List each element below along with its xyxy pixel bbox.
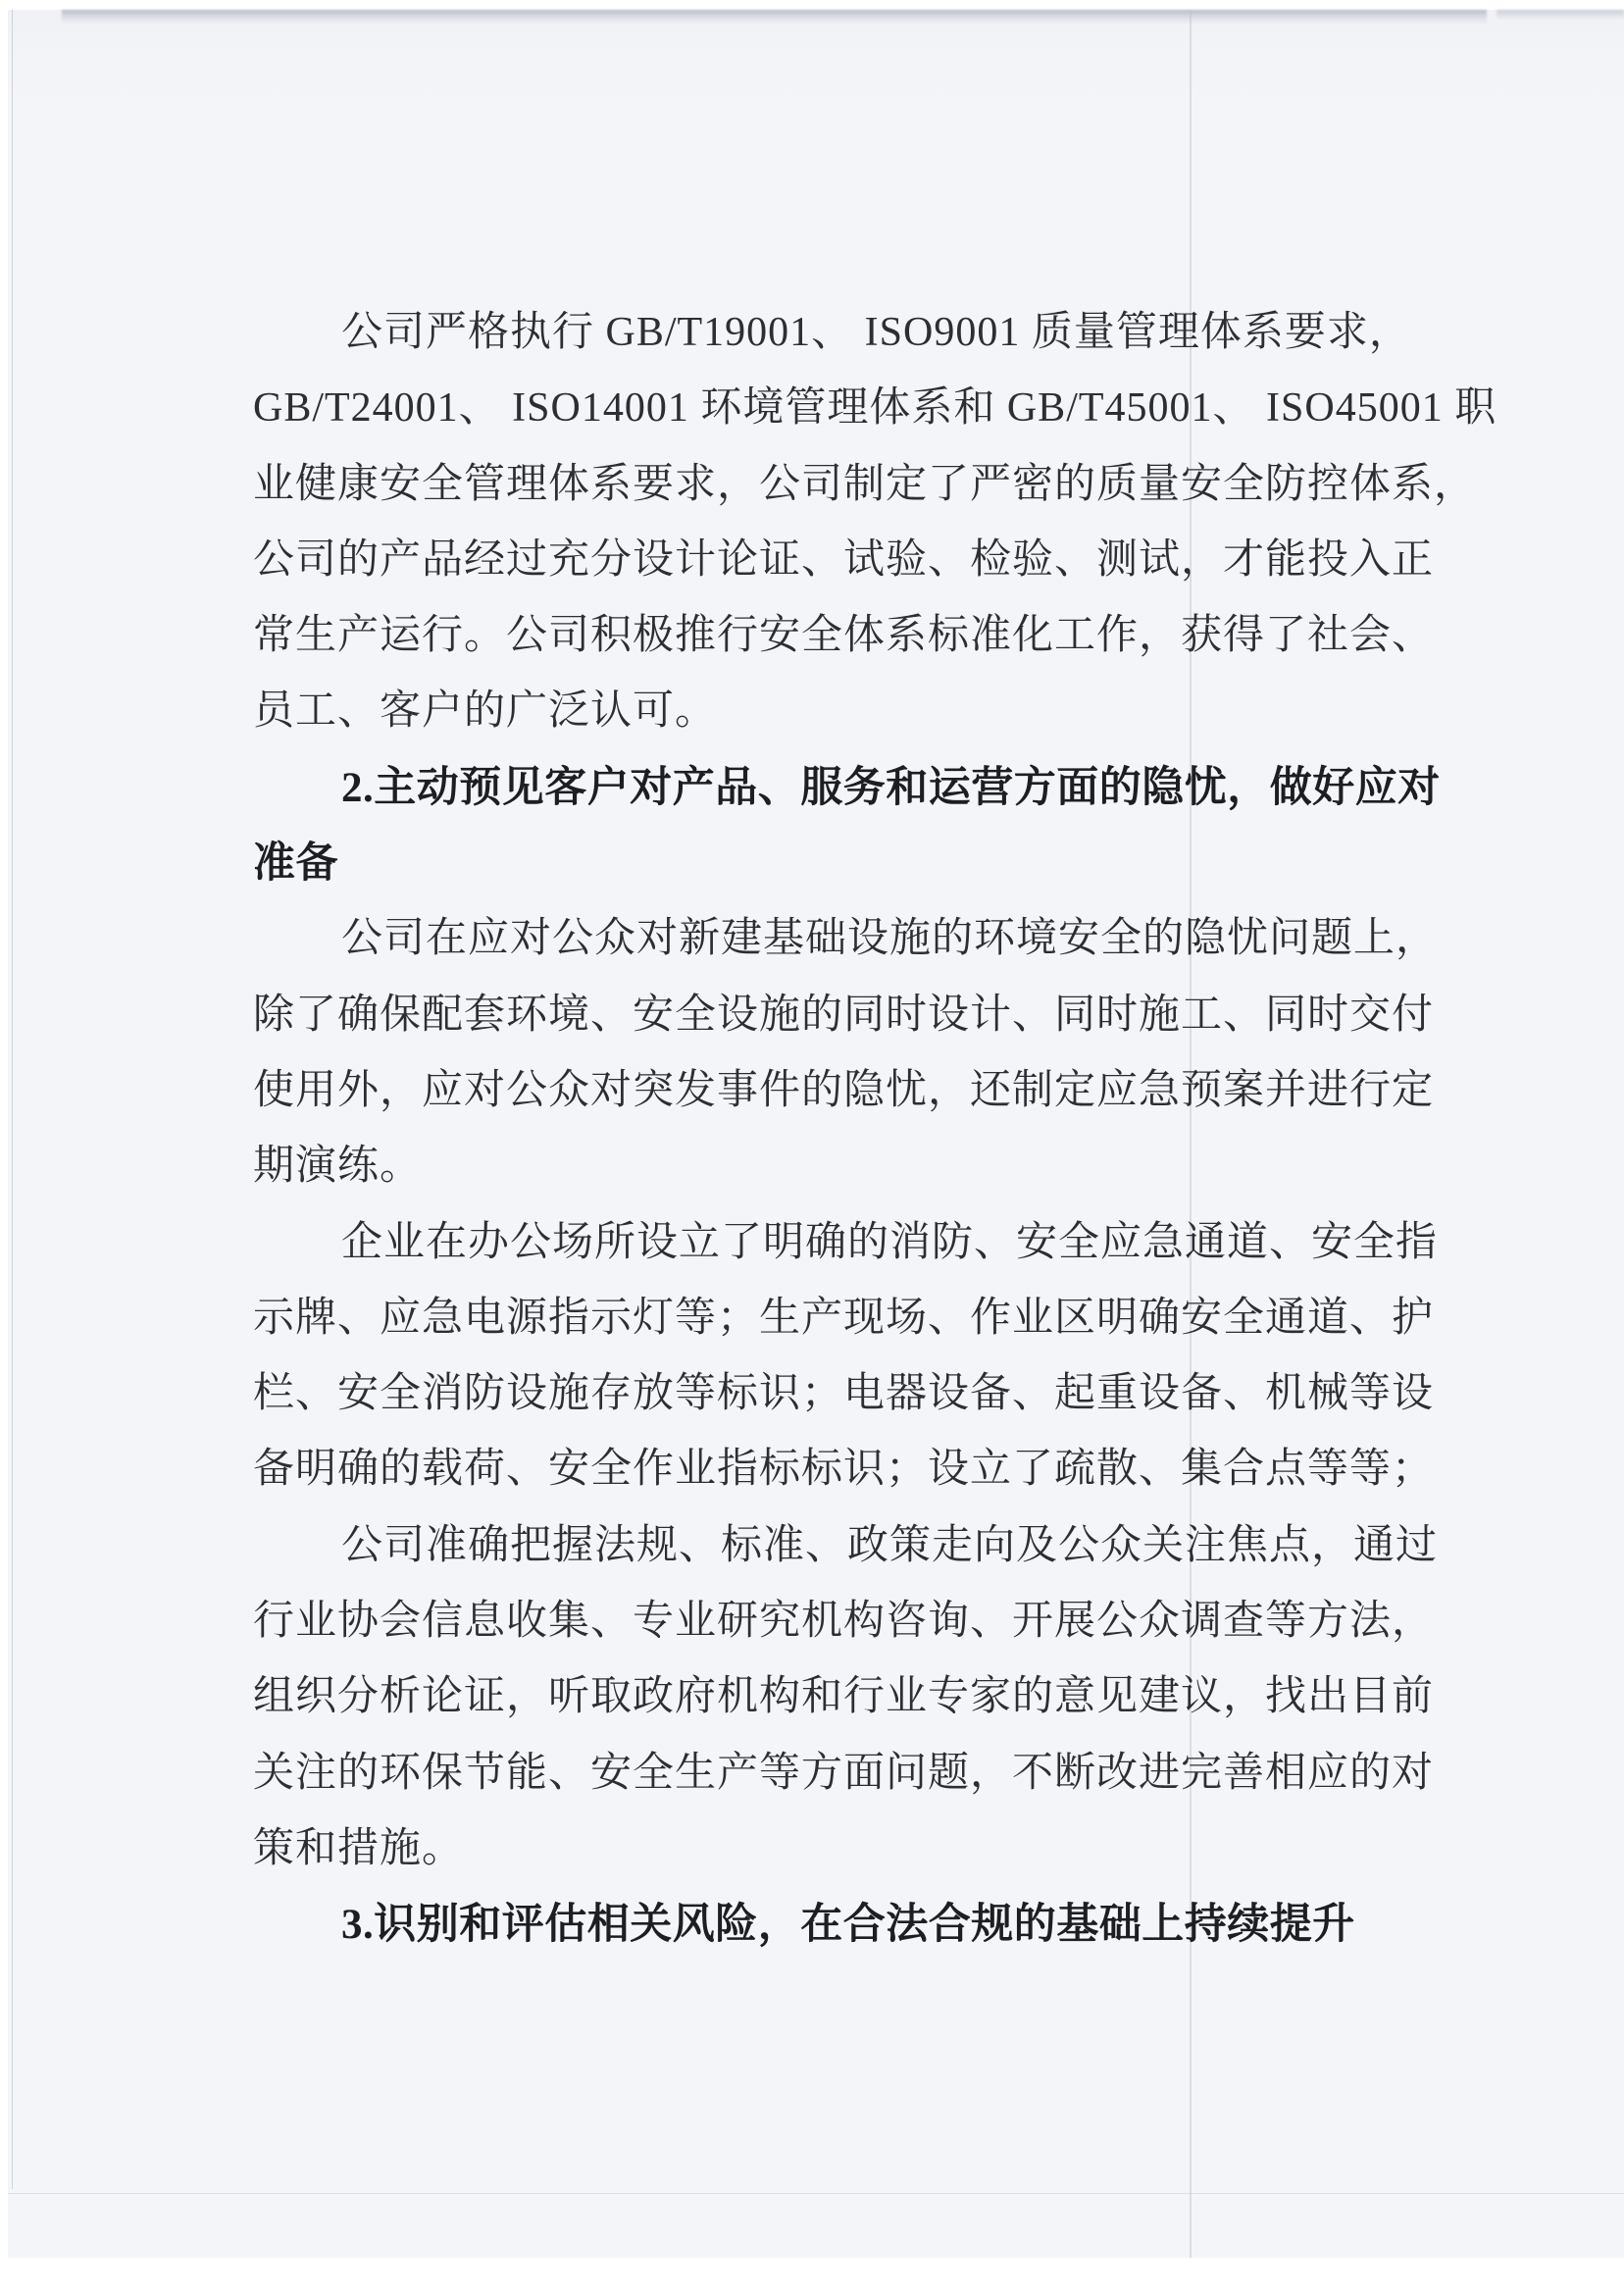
- body-text-line: 示牌、应急电源指示灯等；生产现场、作业区明确安全通道、护: [253, 1295, 1435, 1341]
- body-text-line: 期演练。: [253, 1144, 423, 1190]
- body-text-line: 行业协会信息收集、专业研究机构咨询、开展公众调查等方法，: [253, 1599, 1435, 1645]
- body-text-line: 公司准确把握法规、标准、政策走向及公众关注焦点，通过: [341, 1522, 1439, 1568]
- body-text-line: 除了确保配套环境、安全设施的同时设计、同时施工、同时交付: [253, 992, 1435, 1038]
- document-text-block: [253, 295, 1497, 1963]
- scanned-paper: [8, 10, 1624, 2258]
- scan-artifact-top-edge: [62, 10, 1487, 25]
- body-text-line: 公司在应对公众对新建基础设施的环境安全的隐忧问题上，: [341, 916, 1439, 962]
- scan-artifact-top-right: [1497, 10, 1624, 20]
- body-text-line: 使用外，应对公众对突发事件的隐忧，还制定应急预案并进行定: [253, 1067, 1435, 1113]
- body-text-line: 员工、客户的广泛认可。: [253, 688, 718, 735]
- paper-left-edge-line: [12, 10, 13, 2189]
- body-text-line: 栏、安全消防设施存放等标识；电器设备、起重设备、机械等设: [253, 1371, 1435, 1417]
- scan-crease-horizontal: [8, 2193, 1624, 2194]
- body-text-line: 公司的产品经过充分设计论证、试验、检验、测试，才能投入正: [253, 536, 1435, 583]
- heading-line: 准备: [253, 841, 338, 888]
- body-text-line: 常生产运行。公司积极推行安全体系标准化工作，获得了社会、: [253, 613, 1435, 659]
- heading-line: 2.主动预见客户对产品、服务和运营方面的隐忧，做好应对: [341, 764, 1441, 811]
- heading-line: 3.识别和评估相关风险，在合法合规的基础上持续提升: [341, 1902, 1355, 1949]
- body-text-line: GB/T24001、 ISO14001 环境管理体系和 GB/T45001、 ISO45001 职: [253, 385, 1497, 432]
- body-text-line: 组织分析论证，听取政府机构和行业专家的意见建议，找出目前: [253, 1674, 1435, 1720]
- body-text-line: 关注的环保节能、安全生产等方面问题，不断改进完善相应的对: [253, 1750, 1435, 1796]
- body-text-line: 业健康安全管理体系要求，公司制定了严密的质量安全防控体系，: [253, 461, 1477, 507]
- body-text-line: 公司严格执行 GB/T19001、 ISO9001 质量管理体系要求，: [341, 310, 1411, 355]
- body-text-line: 策和措施。: [253, 1825, 465, 1871]
- body-text-line: 企业在办公场所设立了明确的消防、安全应急通道、安全指: [341, 1219, 1439, 1265]
- body-text-line: 备明确的载荷、安全作业指标标识；设立了疏散、集合点等等；: [253, 1447, 1435, 1493]
